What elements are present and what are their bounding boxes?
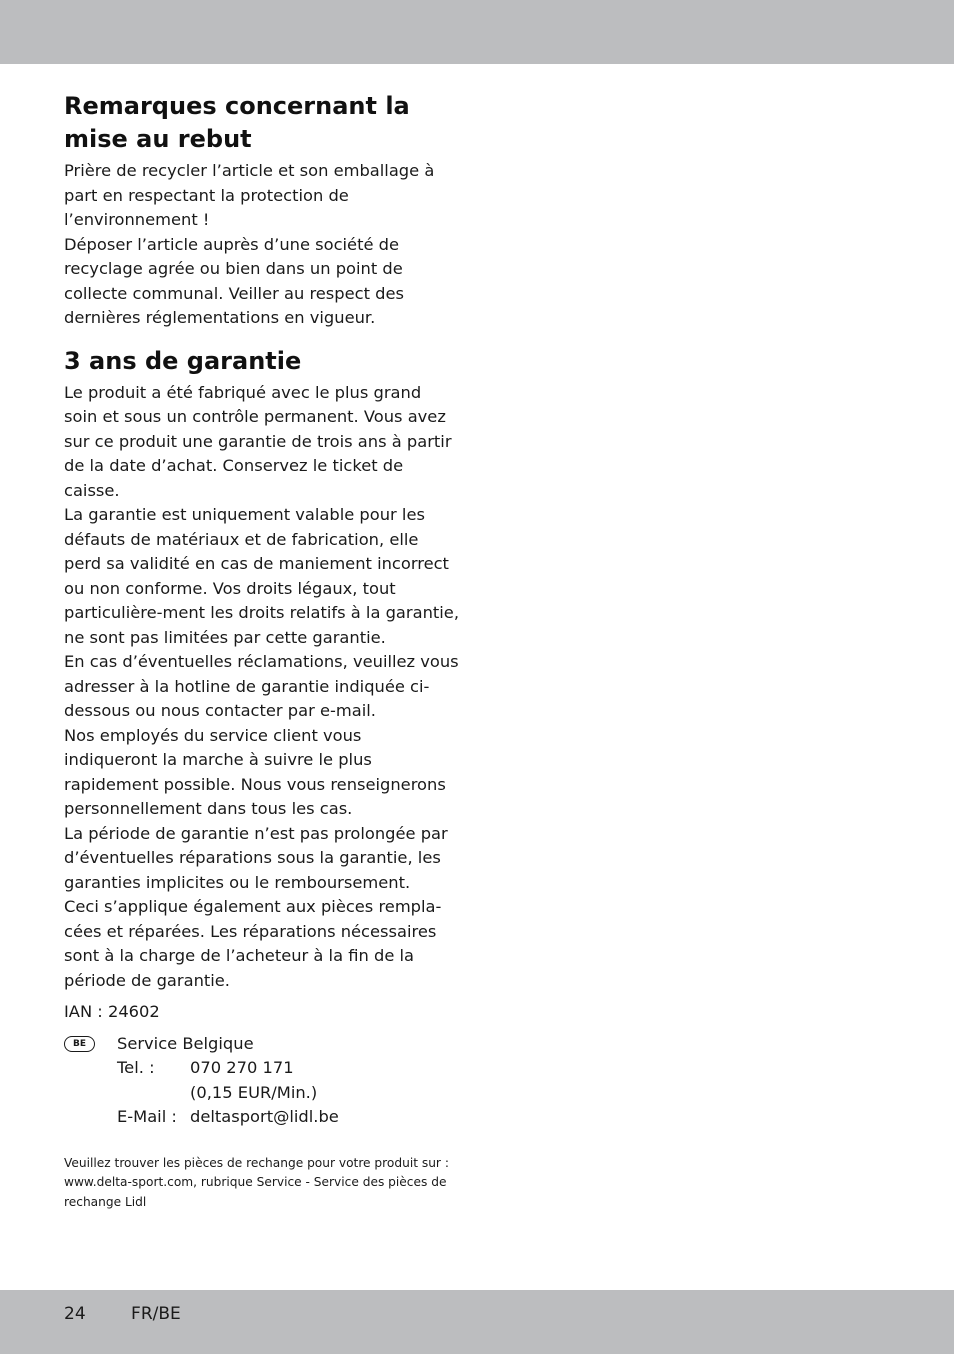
service-contact — [64, 1032, 459, 1130]
warranty-text — [64, 381, 459, 994]
paragraph: La garantie est uniquement valable pour les défauts de matériaux et de fabrication, elle perd sa validité en cas de maniement incorrect ou non conforme. Vos droits légaux, tout particulière-ment les droits relatifs à la garantie, ne sont pas limitées par cette garantie. — [64, 505, 460, 647]
language-code: FR/BE — [131, 1304, 181, 1324]
paragraph: Le produit a été fabriqué avec le plus grand soin et sous un contrôle permanent. Vous avez sur ce produit une garantie de trois ans à partir de la date d’achat. Conservez le ticket de caisse. — [64, 382, 452, 500]
section-title-warranty: 3 ans de garantie — [64, 346, 302, 375]
page-footer — [64, 1302, 181, 1326]
paragraph: La période de garantie n’est pas prolongée par d’éventuelles réparations sous la garantie, les garanties implicites ou le remboursement. — [64, 823, 448, 892]
page-number: 24 — [64, 1304, 86, 1324]
paragraph: Prière de recycler l’article et son emballage à part en respectant la protection de l’environnement ! — [64, 161, 435, 229]
tel-rate: (0,15 EUR/Min.) — [190, 1082, 318, 1102]
email-label: E-Mail : — [117, 1107, 177, 1126]
country-badge: BE — [64, 1036, 95, 1052]
paragraph: Nos employés du service client vous indiqueront la marche à suivre le plus rapidement possible. Nous vous renseignerons personnellement dans tous les cas. — [64, 725, 446, 818]
spare-parts-note: Veuillez trouver les pièces de rechange pour votre produit sur : www.delta-sport.com, rubrique Service - Service des pièces de rechange Lidl — [64, 1155, 449, 1209]
paragraph: Ceci s’applique également aux pièces rempla-cées et réparées. Les réparations nécessaires sont à la charge de l’acheteur à la fin de la période de garantie. — [64, 897, 442, 990]
disposal-text — [64, 159, 459, 331]
page-content — [64, 90, 459, 1212]
tel-value: 070 270 171 — [190, 1058, 294, 1077]
service-name: Service Belgique — [117, 1033, 254, 1053]
section-title-disposal: Remarques concernant la mise au rebut — [64, 92, 410, 153]
email-value: deltasport@lidl.be — [190, 1107, 339, 1126]
tel-label: Tel. : — [117, 1058, 155, 1077]
ian-number: IAN : 24602 — [64, 1002, 160, 1021]
paragraph: Déposer l’article auprès d’une société de recyclage agrée ou bien dans un point de collecte communal. Veiller au respect des dernières réglementations en vigueur. — [64, 234, 404, 327]
header-band — [0, 0, 954, 64]
paragraph: En cas d’éventuelles réclamations, veuillez vous adresser à la hotline de garantie indiquée ci-dessous ou nous contacter par e-mail. — [64, 652, 459, 720]
